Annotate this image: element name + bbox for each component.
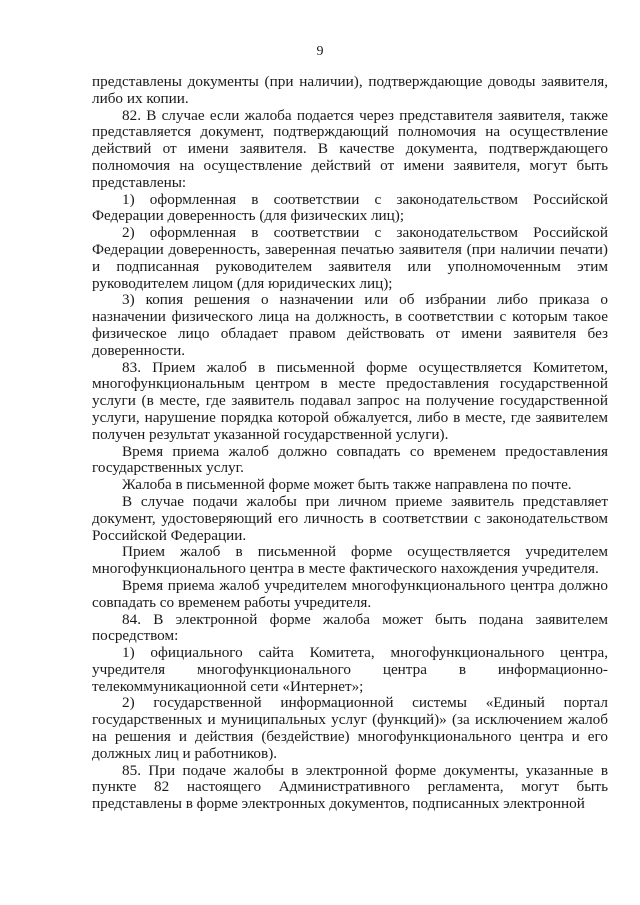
page-number: 9 (316, 44, 324, 59)
paragraph: В случае подачи жалобы при личном приеме заявитель представляет документ, удостоверяющий его личность в соответствии с законодательством Российской Федерации. (92, 492, 608, 544)
paragraph: Время приема жалоб должно совпадать со временем предоставления государственных услуг. (92, 442, 608, 477)
paragraph: 84. В электронной форме жалоба может быть подана заявителем посредством: (92, 610, 608, 645)
paragraph: 82. В случае если жалоба подается через представителя заявителя, также представляется документ, подтверждающий полномочия на осуществление действий от имени заявителя. В качестве документа, подтверждающего полномочия на осуществление действий от имени заявителя, могут быть представлены: (92, 106, 608, 191)
paragraph: 2) оформленная в соответствии с законодательством Российской Федерации доверенность, заверенная печатью заявителя (при наличии печати) и подписанная руководителем заявителя или уполномоченным этим руководителем лицом (для юридических лиц); (92, 224, 608, 292)
paragraph: 2) государственной информационной системы «Единый портал государственных и муниципальных услуг (функций)» (за исключением жалоб на решения и действия (бездействие) многофункционального центра и его должных лиц и работников). (92, 694, 608, 762)
paragraph: 1) официального сайта Комитета, многофункционального центра, учредителя многофункционального центра в информационно-телекоммуникационной сети «Интернет»; (92, 644, 608, 695)
paragraph: 85. При подаче жалобы в электронной форме документы, указанные в пункте 82 настоящего Административного регламента, могут быть представлены в форме электронных документов, подписанных электронной (92, 761, 608, 813)
paragraph: 1) оформленная в соответствии с законодательством Российской Федерации доверенность (для физических лиц); (92, 190, 608, 225)
paragraph: 3) копия решения о назначении или об избрании либо приказа о назначении физического лица на должность, в соответствии с которым такое физическое лицо обладает правом действовать от имени заявителя без доверенности. (92, 291, 608, 359)
paragraph: Прием жалоб в письменной форме осуществляется учредителем многофункционального центра в месте фактического нахождения учредителя. (92, 543, 608, 578)
paragraph: представлены документы (при наличии), подтверждающие доводы заявителя, либо их копии. (92, 73, 608, 107)
paragraph: Жалоба в письменной форме может быть также направлена по почте. (122, 476, 572, 494)
paragraph: Время приема жалоб учредителем многофункционального центра должно совпадать со временем работы учредителя. (92, 576, 608, 611)
document-body (92, 74, 608, 813)
paragraph: 83. Прием жалоб в письменной форме осуществляется Комитетом, многофункциональным центром в месте предоставления государственной услуги (в месте, где заявитель подавал запрос на получение государственной услуги, нарушение порядка которой обжалуется, либо в месте, где заявителем получен результат указанной государственной услуги). (92, 358, 608, 443)
